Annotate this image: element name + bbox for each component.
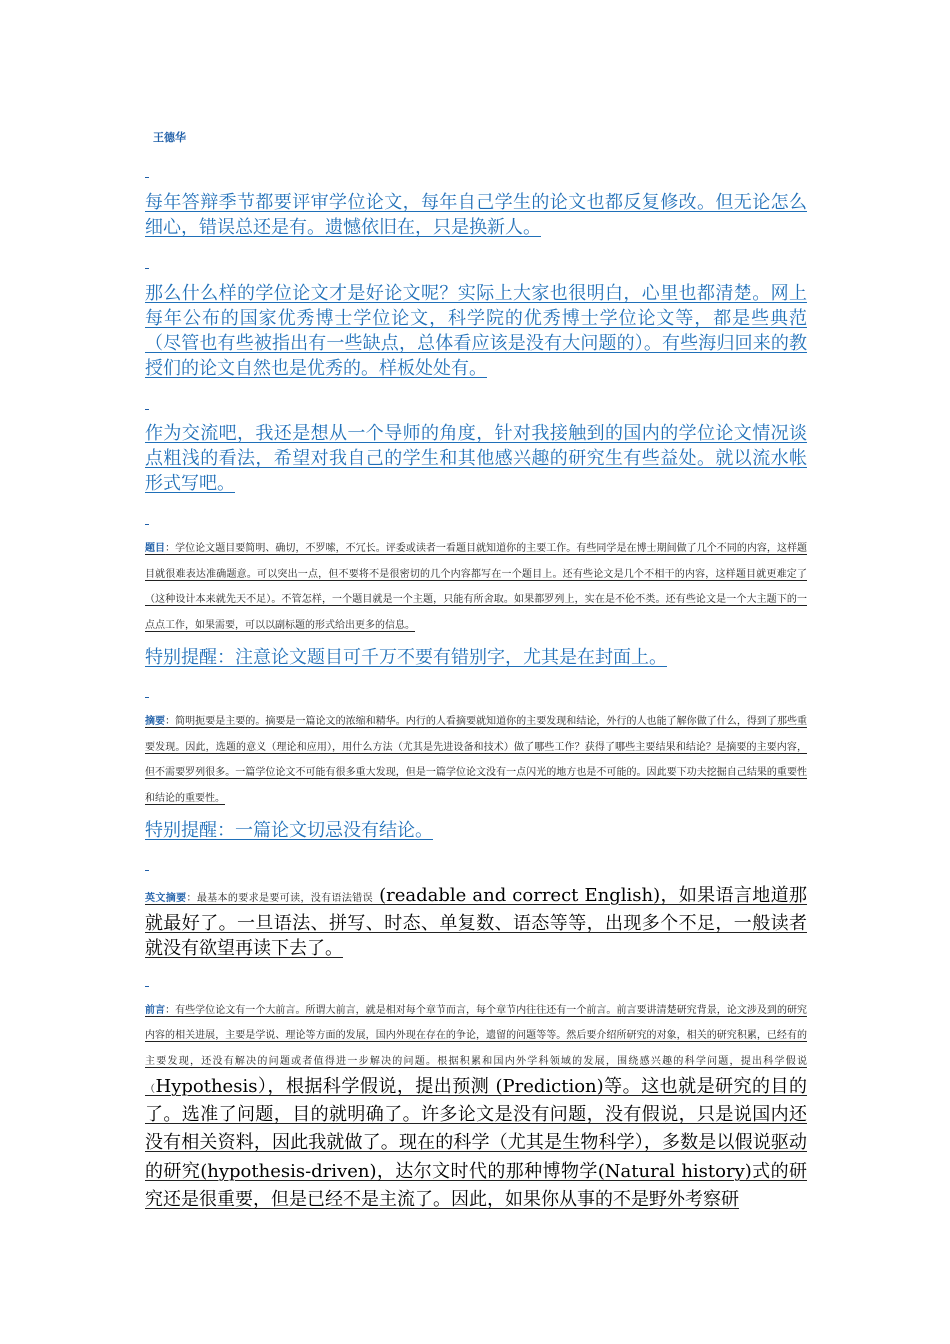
section-preface[interactable] [145,998,807,1215]
paragraph-intro-2[interactable]: 那么什么样的学位论文才是好论文呢？实际上大家也很明白，心里也都清楚。网上每年公布的国家优秀博士学位论文，科学院的优秀博士学位论文等，都是些典范（尽管也有些被指出有一些缺点，总体看应该是没有大问题的）。有些海归回来的教授们的论文自然也是优秀的。样板处处有。 [145,283,807,379]
section-text-preface-small: ：有些学位论文有一个大前言。所谓大前言，就是相对每个章节而言，每个章节内往往还有一个前言。前言要讲清楚研究背景，论文涉及到的研究内容的相关进展，主要是学说、理论等方面的发展，国内外现在存在的争论，遗留的问题等等。然后要介绍所研究的对象，相关的研究积累，已经有的主要发现，还没有解决的问题或者值得进一步解决的问题。根据积累和国内外学科领域的发展，围绕感兴趣的科学问题，提出科学假说（ [145,1005,807,1095]
divider-dash [145,986,149,987]
section-label-preface: 前言 [145,1005,166,1016]
paragraph-intro-3[interactable]: 作为交流吧，我还是想从一个导师的角度，针对我接触到的国内的学位论文情况谈点粗浅的看法，希望对我自己的学生和其他感兴趣的研究生有些益处。就以流水帐形式写吧。 [145,423,807,494]
divider-dash [145,870,149,871]
section-english-abstract[interactable] [145,883,807,961]
divider-dash [145,177,149,178]
reminder-abstract[interactable]: 特别提醒：一篇论文切忌没有结论。 [145,820,433,841]
divider-dash [145,524,149,525]
section-title[interactable] [145,536,807,638]
section-label-english-abstract: 英文摘要 [145,893,187,904]
section-text-preface-large: Hypothesis），根据科学假说，提出预测 (Prediction)等。这也就是研究的目的了。选准了问题，目的就明确了。许多论文是没有问题，没有假说，只是说国内还没有相关资料，因此我就做了。现在的科学（尤其是生物科学），多数是以假说驱动的研究(hypothesis-driven)，达尔文时代的那种博物学(Natural history)式的研究还是很重要，但是已经不是主流了。因此，如果你从事的不是野外考察研 [145,1075,808,1211]
section-text-abstract: ：简明扼要是主要的。摘要是一篇论文的浓缩和精华。内行的人看摘要就知道你的主要发现和结论，外行的人也能了解你做了什么，得到了那些重要发现。因此，选题的意义（理论和应用），用什么方法（尤其是先进设备和技术）做了哪些工作？获得了哪些主要结果和结论？是摘要的主要内容，但不需要罗列很多。一篇学位论文不可能有很多重大发现，但是一篇学位论文没有一点闪光的地方也是不可能的。因此要下功夫挖掘自己结果的重要性和结论的重要性。 [145,716,807,804]
author-name[interactable]: 王德华 [153,131,186,144]
divider-dash [145,697,149,698]
divider-dash [145,409,149,410]
divider-dash [145,268,149,269]
reminder-title[interactable]: 特别提醒：注意论文题目可千万不要有错别字，尤其是在封面上。 [145,647,667,668]
section-text-title: ：学位论文题目要简明、确切，不罗嗦，不冗长。评委或读者一看题目就知道你的主要工作。有些同学是在博士期间做了几个不同的内容，这样题目就很难表达准确题意。可以突出一点，但不要将不是很密切的几个内容都写在一个题目上。还有些论文是几个不相干的内容，这样题目就更难定了（这种设计本来就先天不足）。不管怎样，一个题目就是一个主题，只能有所舍取。如果都罗列上，实在是不伦不类。还有些论文是一个大主题下的一点点工作，如果需要，可以以副标题的形式给出更多的信息。 [145,543,807,631]
section-text-english-abstract-small: ：最基本的要求是要可读，没有语法错误 [186,893,373,904]
section-label-title: 题目 [145,543,166,554]
section-abstract[interactable] [145,709,807,811]
section-label-abstract: 摘要 [145,716,166,727]
section-text-english-abstract-large: (readable and correct English)，如果语言地道那就最好了。一旦语法、拼写、时态、单复数、语态等等，出现多个不足，一般读者就没有欲望再读下去了。 [145,885,808,959]
paragraph-intro-1[interactable]: 每年答辩季节都要评审学位论文，每年自己学生的论文也都反复修改。但无论怎么细心，错误总还是有。遗憾依旧在，只是换新人。 [145,192,807,238]
